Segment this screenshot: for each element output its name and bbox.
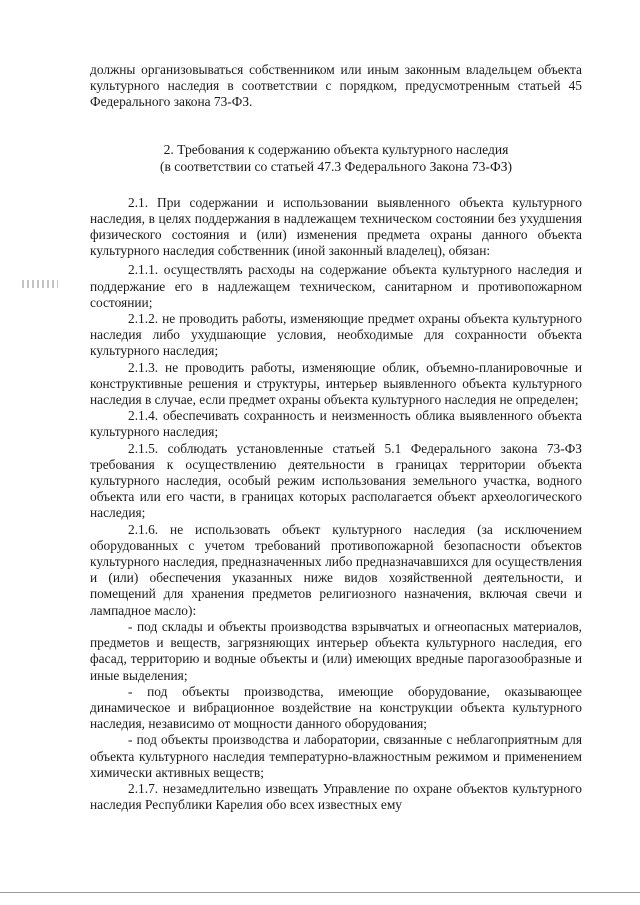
paragraph-2-1-1: 2.1.1. осуществлять расходы на содержание объекта культурного наследия и поддержание его в надлежащем техническом, санитарном и противопожарном состоянии; — [90, 262, 582, 310]
section-heading — [90, 141, 582, 175]
paragraph-2-1-2: 2.1.2. не проводить работы, изменяющие предмет охраны объекта культурного наследия либо ухудшающие условия, необходимые для сохранности объекта культурного наследия; — [90, 311, 582, 359]
paragraph-2-1-5: 2.1.5. соблюдать установленные статьей 5.1 Федерального закона 73-ФЗ требования к осуществлению деятельности в границах территории объекта культурного наследия, особый режим использования земельного участка, водного объекта или его части, в границах которых располагается объект археологического наследия; — [90, 440, 582, 521]
paragraph-2-1-7: 2.1.7. незамедлительно извещать Управление по охране объектов культурного наследия Республики Карелия обо всех известных ему — [90, 780, 582, 813]
section-title-line1: 2. Требования к содержанию объекта культурного наследия — [163, 141, 509, 157]
scan-artifact — [22, 280, 58, 288]
list-item-dash-1: - под склады и объекты производства взрывчатых и огнеопасных материалов, предметов и веществ, загрязняющих интерьер объекта культурного наследия, его фасад, территорию и водные объекты и (или) имеющих вредные парогазообразные и иные выделения; — [90, 618, 582, 683]
intro-paragraph: должны организовываться собственником или иным законным владельцем объекта культурного наследия в соответствии с порядком, предусмотренным статьей 45 Федерального закона 73-ФЗ. — [90, 62, 582, 110]
paragraph-2-1: 2.1. При содержании и использовании выявленного объекта культурного наследия, в целях поддержания в надлежащем техническом состоянии без ухудшения физического состояния и (или) изменения предмета охраны данного объекта культурного наследия собственник (иной законный владелец), обязан: — [90, 194, 582, 259]
scan-bottom-edge — [0, 892, 640, 893]
section-title-line2: (в соответствии со статьей 47.3 Федерального Закона 73-ФЗ) — [159, 158, 513, 174]
document-page — [90, 62, 582, 813]
list-item-dash-2: - под объекты производства, имеющие оборудование, оказывающее динамическое и вибрационное воздействие на конструкции объекта культурного наследия, независимо от мощности данного оборудования; — [90, 683, 582, 732]
paragraph-2-1-3: 2.1.3. не проводить работы, изменяющие облик, объемно-планировочные и конструктивные решения и структуры, интерьер выявленного объекта культурного наследия в случае, если предмет охраны объекта культурного наследия не определен; — [90, 359, 582, 408]
paragraph-2-1-6: 2.1.6. не использовать объект культурного наследия (за исключением оборудованных с учетом требований противопожарной безопасности объектов культурного наследия, предназначенных либо предназначавшихся для осуществления и (или) обеспечения указанных ниже видов хозяйственной деятельности, и помещений для хранения предметов религиозного назначения, включая свечи и лампадное масло): — [90, 521, 582, 618]
list-item-dash-3: - под объекты производства и лаборатории, связанные с неблагоприятным для объекта культурного наследия температурно-влажностным режимом и применением химически активных веществ; — [90, 732, 582, 780]
paragraph-2-1-4: 2.1.4. обеспечивать сохранность и неизменность облика выявленного объекта культурного наследия; — [90, 408, 582, 440]
